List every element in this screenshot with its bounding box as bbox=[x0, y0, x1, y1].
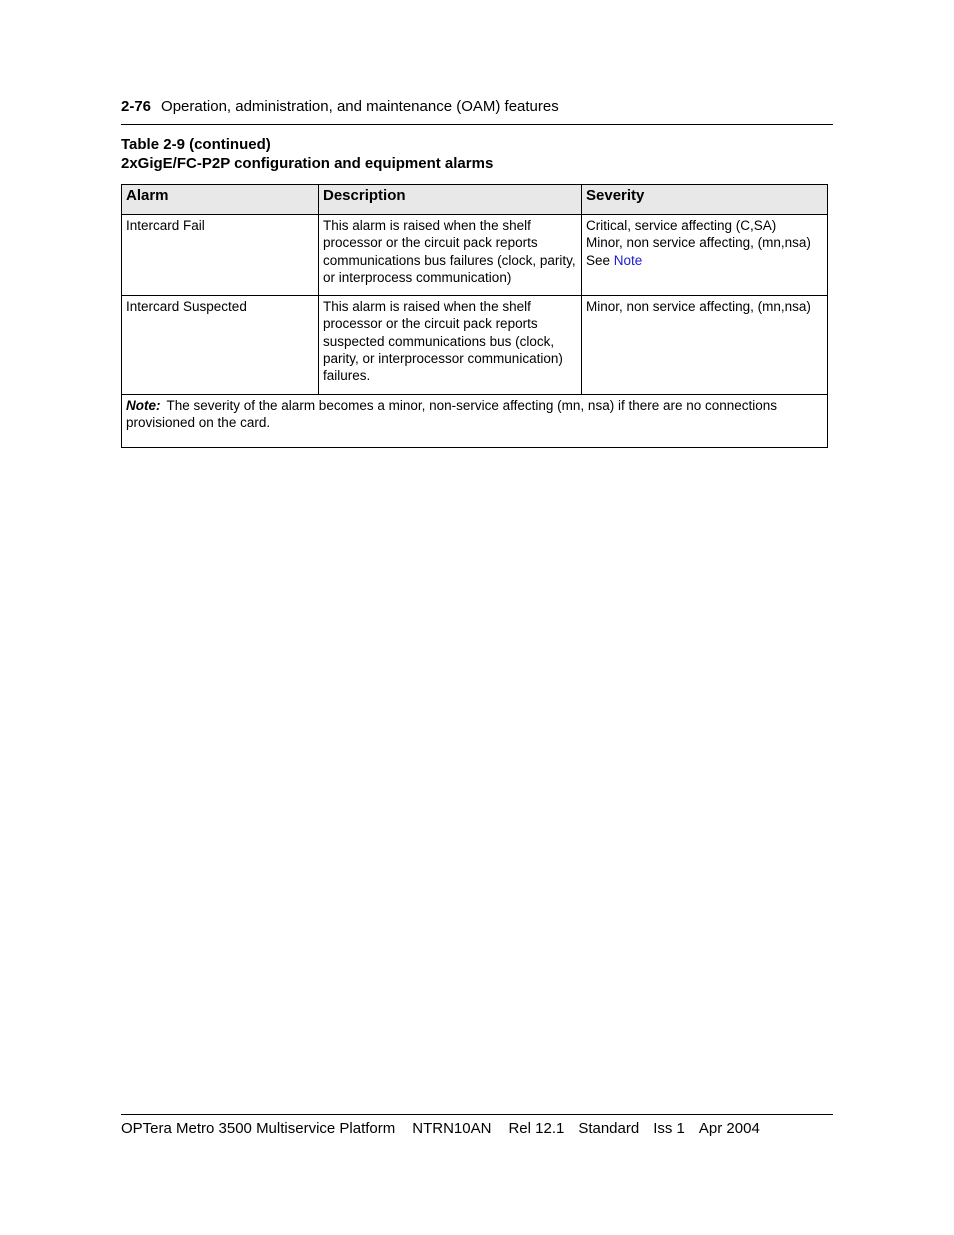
alarm-cell: Intercard Fail bbox=[122, 215, 319, 296]
table-note bbox=[122, 395, 828, 448]
column-header-alarm: Alarm bbox=[122, 185, 319, 215]
page-header bbox=[121, 97, 833, 117]
section-title: Operation, administration, and maintenance (OAM) features bbox=[161, 98, 559, 115]
table-note-row bbox=[122, 395, 828, 448]
page-footer bbox=[121, 1119, 774, 1139]
table-caption-number: Table 2-9 (continued) bbox=[121, 136, 271, 153]
note-label: Note: bbox=[126, 398, 161, 413]
severity-line: Minor, non service affecting, (mn,nsa) bbox=[586, 235, 811, 251]
severity-cell: Minor, non service affecting, (mn,nsa) bbox=[582, 296, 828, 395]
column-header-description: Description bbox=[319, 185, 582, 215]
header-divider bbox=[121, 124, 833, 125]
description-cell: This alarm is raised when the shelf processor or the circuit pack reports suspected communications bus (clock, parity, or interprocessor communication) failures. bbox=[319, 296, 582, 395]
note-link[interactable]: Note bbox=[613, 252, 643, 268]
table-header-row bbox=[122, 185, 828, 215]
table-caption-title: 2xGigE/FC-P2P configuration and equipment alarms bbox=[121, 155, 494, 172]
footer-doc-number: NTRN10AN bbox=[412, 1120, 492, 1137]
footer-date: Apr 2004 bbox=[698, 1120, 760, 1137]
column-header-severity: Severity bbox=[582, 185, 828, 215]
footer-status: Standard bbox=[578, 1120, 640, 1137]
footer-release: Rel 12.1 bbox=[508, 1120, 565, 1137]
description-cell: This alarm is raised when the shelf processor or the circuit pack reports communications bus failures (clock, parity, or interprocess communication) bbox=[319, 215, 582, 296]
alarm-table bbox=[121, 184, 828, 448]
table-row bbox=[122, 296, 828, 395]
footer-product: OPTera Metro 3500 Multiservice Platform bbox=[121, 1120, 396, 1137]
see-prefix: See bbox=[586, 252, 611, 268]
alarm-cell: Intercard Suspected bbox=[122, 296, 319, 395]
note-text: The severity of the alarm becomes a minor, non-service affecting (mn, nsa) if there are no connections provisioned on the card. bbox=[126, 398, 778, 431]
page-number: 2-76 bbox=[121, 98, 152, 115]
table-caption bbox=[121, 135, 493, 173]
footer-issue: Iss 1 bbox=[653, 1120, 685, 1137]
table-row bbox=[122, 215, 828, 296]
severity-line: Critical, service affecting (C,SA) bbox=[586, 218, 777, 233]
severity-cell bbox=[582, 215, 828, 296]
see-note-line bbox=[586, 252, 823, 269]
footer-divider bbox=[121, 1114, 833, 1115]
